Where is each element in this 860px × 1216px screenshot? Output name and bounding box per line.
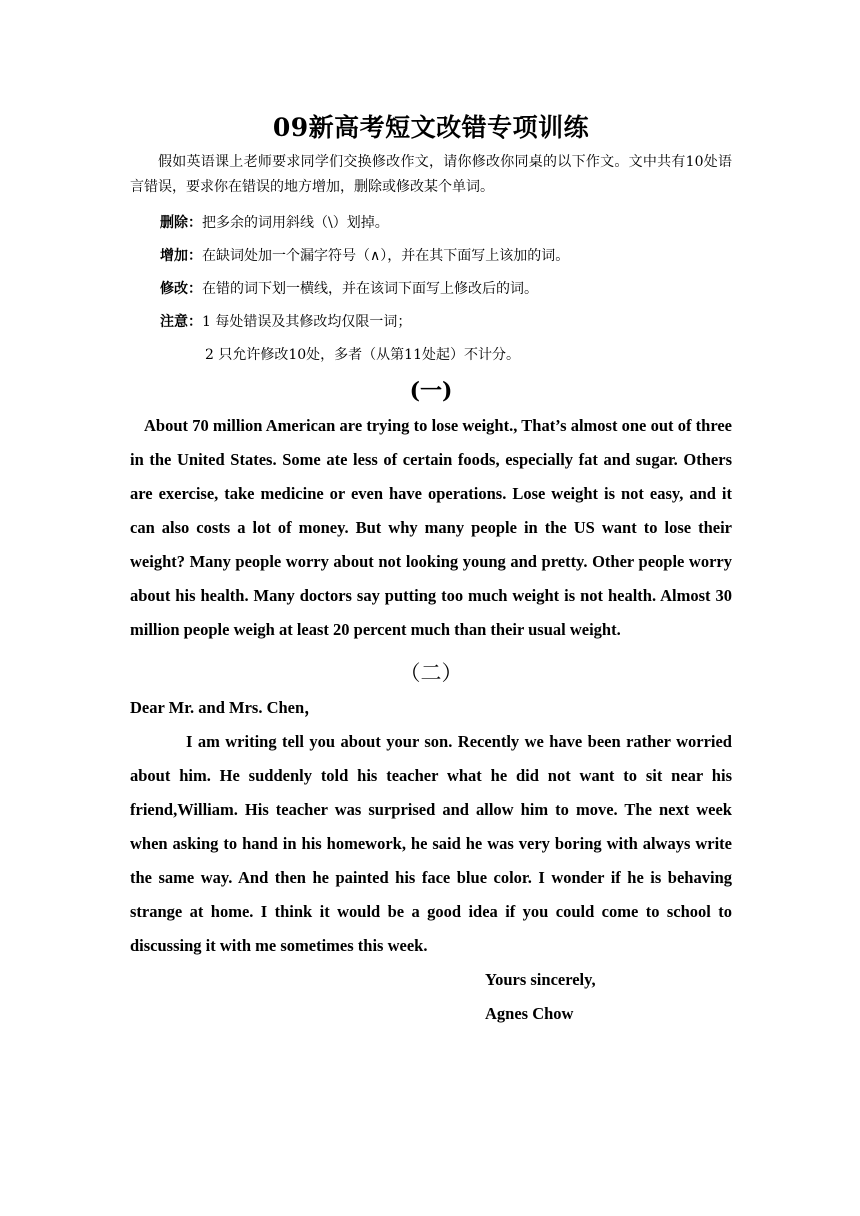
document-page	[130, 108, 732, 1031]
rule-note	[130, 312, 732, 332]
section-1-passage: About 70 million American are trying to lose weight., That’s almost one out of three in the United States. Some ate less of certain foods, especially fat and sugar. Others are exercise, take medicine or even have operations. Lose weight is not easy, and it can also costs a lot of money. But why many people in the US want to lose their weight? Many people worry about not looking young and pretty. Other people worry about his health. Many doctors say putting too much weight is not health. Almost 30 million people weigh at least 20 percent much than their usual weight.	[130, 416, 732, 639]
rule-text: 1 每处错误及其修改均仅限一词；	[202, 314, 412, 330]
letter-greeting: Dear Mr. and Mrs. Chen，	[130, 698, 321, 717]
rule-label: 注意：	[160, 314, 202, 330]
page-title: 09新高考短文改错专项训练	[272, 113, 590, 142]
rule-text: 在错的词下划一横线，并在该词下面写上修改后的词。	[202, 281, 538, 297]
rule-note-2: 2 只允许修改10处，多者（从第11处起）不计分。	[205, 347, 520, 363]
instructions	[130, 150, 732, 200]
rule-text: 在缺词处加一个漏字符号（∧），并在其下面写上该加的词。	[202, 248, 570, 264]
rule-label: 删除：	[160, 215, 202, 231]
rule-delete	[130, 213, 732, 233]
rule-label: 增加：	[160, 248, 202, 264]
letter-signature: Agnes Chow	[485, 1004, 574, 1023]
instructions-text: 假如英语课上老师要求同学们交换修改作文，请你修改你同桌的以下作文。文中共有10处语言错误，要求你在错误的地方增加，删除或修改某个单词。	[130, 154, 732, 195]
rule-modify	[130, 279, 732, 299]
section-1-heading: (一)	[409, 378, 453, 404]
letter-closing: Yours sincerely,	[485, 970, 596, 989]
rule-text: 把多余的词用斜线（\）划掉。	[202, 215, 389, 231]
rule-label: 修改：	[160, 281, 202, 297]
section-2-heading: （二）	[399, 661, 463, 685]
section-2-passage: I am writing tell you about your son. Recently we have been rather worried about him. He suddenly told his teacher what he did not want to sit near his friend,William. His teacher was surprised and allow him to move. The next week when asking to hand in his homework, he said he was very boring with always write the same way. And then he painted his face blue color. I wonder if he is behaving strange at home. I think it would be a good idea if you could come to school to discussing it with me sometimes this week.	[130, 732, 732, 955]
rule-add	[130, 246, 732, 266]
